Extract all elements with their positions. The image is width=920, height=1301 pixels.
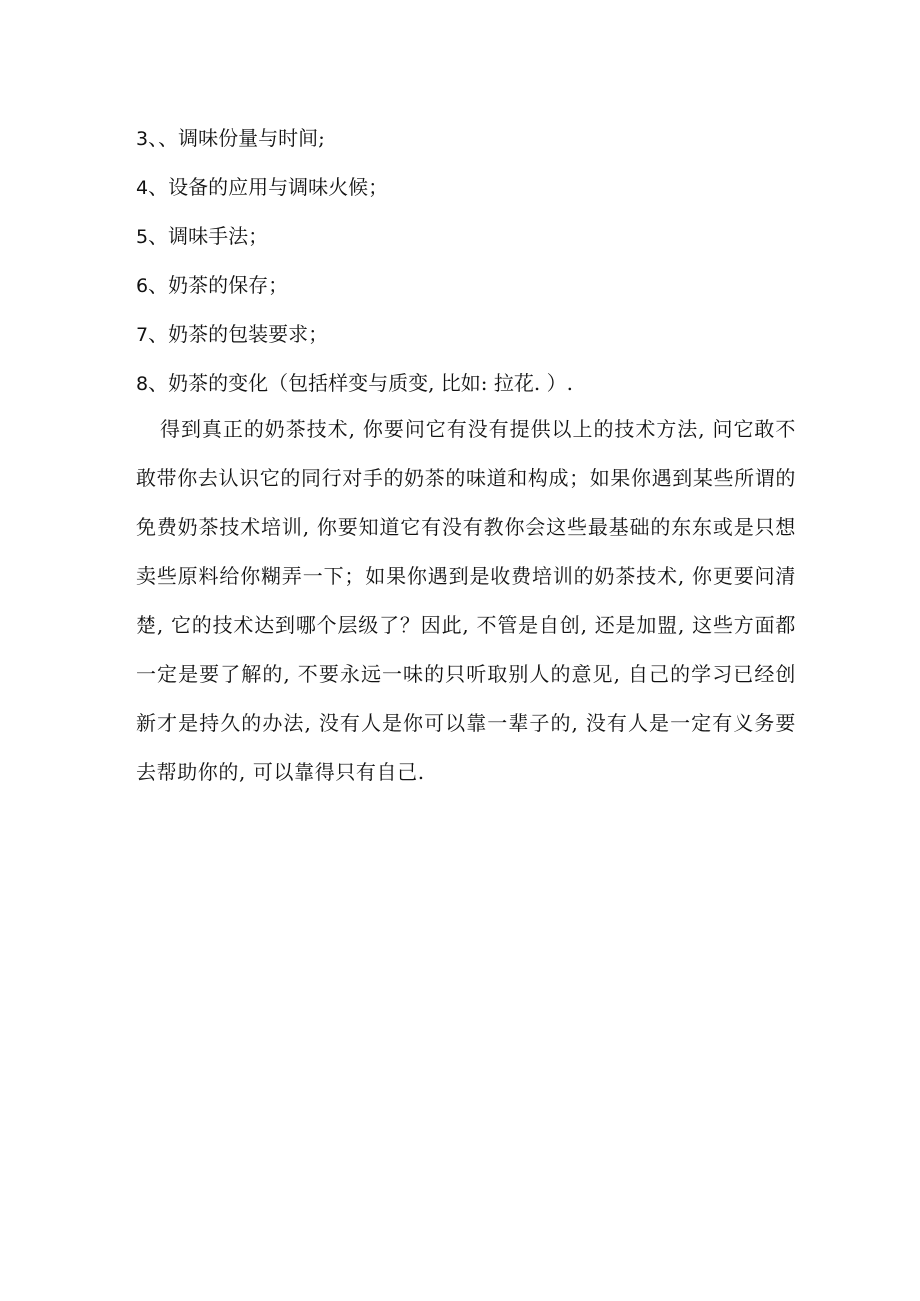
list-item-number: 8 <box>136 373 149 395</box>
list-item <box>136 167 796 216</box>
list-item-number: 4 <box>136 177 149 199</box>
list-item-number: 5 <box>136 226 149 248</box>
list-item-text: 、、调味份量与时间; <box>148 126 325 150</box>
list-item-text: 、奶茶的变化（包括样变与质变, 比如: 拉花. ）. <box>148 371 573 395</box>
list-item-number: 7 <box>136 324 149 346</box>
list-item-number: 3 <box>136 128 149 150</box>
numbered-list <box>136 118 796 412</box>
list-item-text: 、奶茶的包装要求； <box>148 322 329 346</box>
list-item-number: 6 <box>136 275 149 297</box>
list-item <box>136 216 796 265</box>
list-item <box>136 265 796 314</box>
body-paragraph: 得到真正的奶茶技术, 你要问它有没有提供以上的技术方法, 问它敢不敢带你去认识它的同行对手的奶茶的味道和构成；如果你遇到某些所谓的免费奶茶技术培训, 你要知道它有没有教你会这些最基础的东东或是只想卖些原料给你糊弄一下；如果你遇到是收费培训的奶茶技术, 你更要问清楚, 它的技术达到哪个层级了？因此, 不管是自创, 还是加盟, 这些方面都一定是要了解的, 不要永远一味的只听取别人的意见, 自己的学习已经创新才是持久的办法, 没有人是你可以靠一辈子的, 没有人是一定有义务要去帮助你的, 可以靠得只有自己. <box>136 417 796 784</box>
list-item <box>136 314 796 363</box>
list-item <box>136 118 796 167</box>
list-item-text: 、调味手法； <box>148 224 269 248</box>
list-item-text: 、设备的应用与调味火候； <box>148 175 389 199</box>
list-item-text: 、奶茶的保存； <box>148 273 289 297</box>
